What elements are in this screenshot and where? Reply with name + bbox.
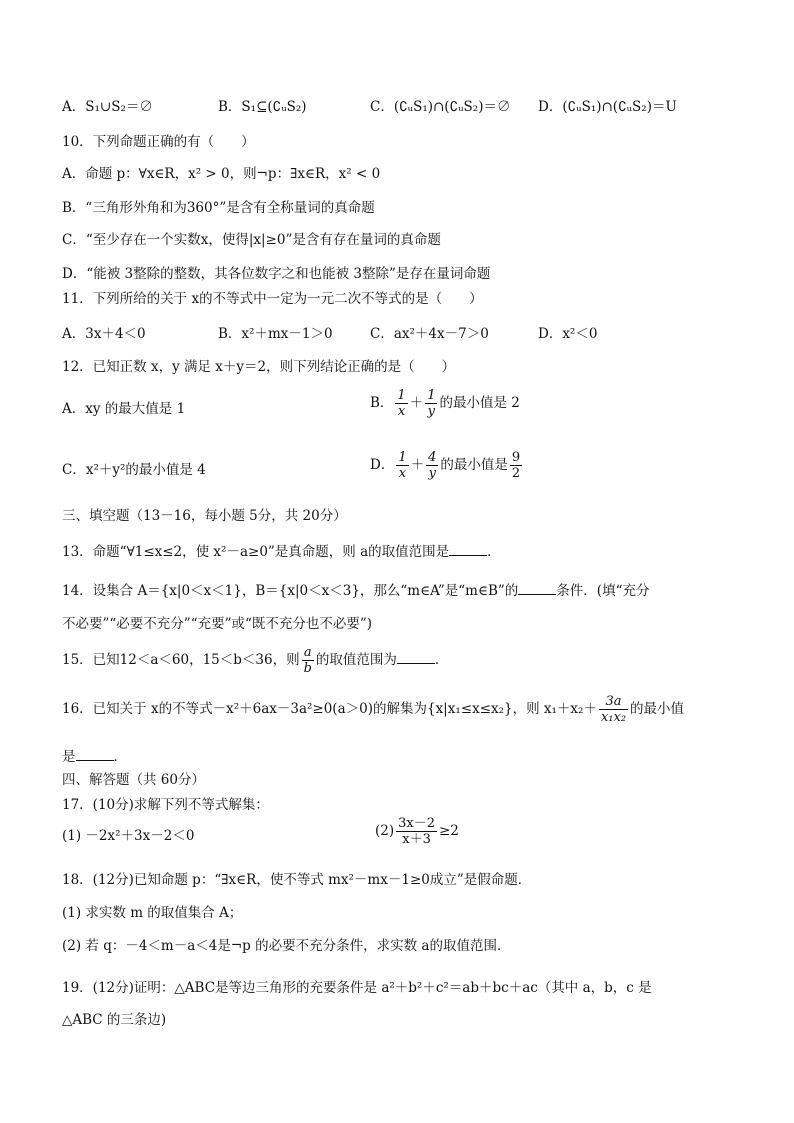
- q10-stem: 10．下列命题正确的有（ ）: [62, 134, 255, 150]
- q9-option-d: D．(∁ᵤS₁)∩(∁ᵤS₂)＝U: [538, 99, 677, 115]
- section-fill-in-title: 三、填空题（13－16，每小题 5分，共 20分）: [62, 508, 347, 524]
- q17-part2: (2) $\frac{3x-2}{x+3}$ ≥2: [375, 816, 459, 847]
- q10-option-d: D．“能被 3整除的整数，其各位数字之和也能被 3整除”是存在量词命题: [62, 266, 491, 282]
- q15: 15．已知12＜a＜60，15＜b＜36，则 $\frac{a}{b}$ 的取值范围为 ．: [62, 645, 449, 676]
- q12-b-frac1: $\frac{1}{x}$: [397, 388, 406, 419]
- answer-blank[interactable]: [518, 580, 556, 595]
- q12-option-b: B． $\frac{1}{x}$ ＋ $\frac{1}{y}$ 的最小值是 2: [370, 388, 520, 419]
- q18-part1: (1) 求实数 m 的取值集合 A；: [62, 905, 243, 921]
- q14-line2: 不必要”“必要不充分”“充要”或“既不充分也不必要”): [62, 616, 373, 632]
- q12-b-frac2: $\frac{1}{y}$: [427, 388, 436, 419]
- q19-line1: 19．(12分)证明：△ABC是等边三角形的充要条件是 a²＋b²＋c²＝ab＋bc＋ac（其中 a，b，c 是: [62, 980, 652, 996]
- q17-frac: $\frac{3x-2}{x+3}$: [398, 816, 435, 847]
- section-answer-title: 四、解答题（共 60分）: [62, 772, 205, 788]
- q10-option-c: C．“至少存在一个实数x，使得|x|≥0”是含有存在量词的真命题: [62, 232, 441, 248]
- q12-b-label: B．: [370, 395, 394, 411]
- q12-option-d: D． $\frac{1}{x}$ ＋ $\frac{4}{y}$ 的最小值是 $\frac{9}{2}$: [370, 450, 521, 481]
- q10-option-a: A．命题 p：∀x∈R，x² > 0，则¬p：∃x∈R，x² < 0: [62, 166, 381, 182]
- q16-line2: 是 ．: [62, 746, 127, 767]
- q17-stem: 17．(10分)求解下列不等式解集：: [62, 797, 269, 813]
- q15-frac: $\frac{a}{b}$: [303, 645, 312, 676]
- q17-part1: (1) －2x²＋3x－2＜0: [62, 828, 195, 844]
- q13: 13．命题“∀1≤x≤2，使 x²－a≥0”是真命题，则 a的取值范围是 ．: [62, 541, 501, 562]
- answer-blank[interactable]: [76, 746, 114, 761]
- q9-option-c: C．(∁ᵤS₁)∩(∁ᵤS₂)＝∅: [370, 99, 511, 115]
- answer-blank[interactable]: [449, 541, 487, 556]
- q12-stem: 12．已知正数 x，y 满足 x＋y＝2，则下列结论正确的是（ ）: [62, 359, 456, 375]
- q9-option-a: A．S₁∪S₂＝∅: [62, 99, 153, 115]
- q19-line2: △ABC 的三条边): [62, 1012, 167, 1028]
- q18-part2: (2) 若 q：－4＜m－a＜4是¬p 的必要不充分条件，求实数 a的取值范围．: [62, 938, 511, 954]
- q11-option-b: B．x²＋mx－1＞0: [218, 326, 333, 342]
- q12-option-c: C．x²＋y²的最小值是 4: [62, 462, 206, 478]
- q18-stem: 18．(12分)已知命题 p：“∃x∈R，使不等式 mx²－mx－1≥0成立”是假命题．: [62, 872, 532, 888]
- q10-option-b: B．“三角形外角和为360°”是含有全称量词的真命题: [62, 200, 375, 216]
- q12-option-a: A．xy 的最大值是 1: [62, 401, 186, 417]
- q11-option-d: D．x²＜0: [538, 326, 598, 342]
- q9-option-b: B．S₁⊆(∁ᵤS₂): [218, 99, 307, 115]
- q11-option-a: A．3x＋4＜0: [62, 326, 146, 342]
- q16-frac: $\frac{3a}{\text{x₁x₂}}$: [600, 694, 627, 725]
- q11-option-c: C．ax²＋4x－7＞0: [370, 326, 489, 342]
- q16-line1: 16．已知关于 x的不等式－x²＋6ax－3a²≥0(a＞0)的解集为{x|x₁≤x≤x₂}，则 x₁＋x₂＋ $\frac{3a}{\text{x₁x₂}}$ 的最小值: [62, 694, 685, 725]
- q11-stem: 11．下列所给的关于 x的不等式中一定为一元二次不等式的是（ ）: [62, 291, 483, 307]
- q14-line1: 14．设集合 A＝{x|0＜x＜1}，B＝{x|0＜x＜3}，那么“m∈A”是“m∈B”的 条件．(填“充分: [62, 580, 649, 601]
- answer-blank[interactable]: [397, 649, 435, 664]
